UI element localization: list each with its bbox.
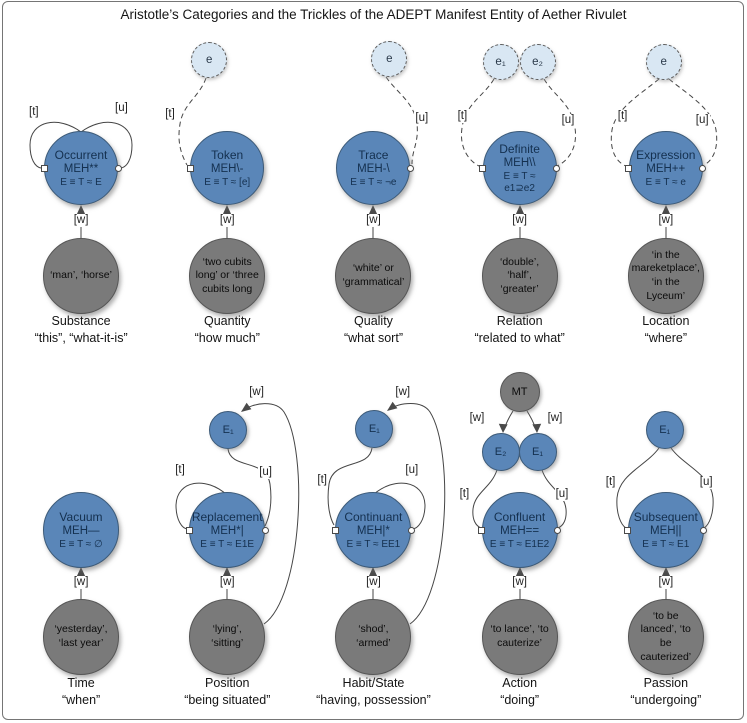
trickle-node <box>190 131 264 205</box>
t-port-square <box>478 527 485 534</box>
category-label <box>438 676 602 707</box>
w-curve-arrowhead <box>241 403 251 412</box>
category-name: Substance <box>51 314 111 328</box>
category-cell-quantity <box>154 38 300 362</box>
edge-label-u: [u] <box>415 112 429 124</box>
entity-node-E1 <box>646 411 684 449</box>
mt-node <box>500 372 540 412</box>
category-grid <box>8 38 739 723</box>
w-curve-arrowhead <box>387 402 397 411</box>
category-gloss: “how much” <box>194 331 260 345</box>
edge-label-u: [u] <box>695 114 709 126</box>
edge-label-u: [u] <box>561 114 575 126</box>
category-gloss: “where” <box>644 331 688 345</box>
category-label <box>145 676 309 707</box>
edge-label-t: [t] <box>459 488 470 500</box>
row-top <box>8 38 739 362</box>
u-port-circle <box>115 165 122 172</box>
edge-label-t: [t] <box>617 110 628 122</box>
edge-label-w: [w] <box>73 576 89 588</box>
edge-label-w-left: [w] <box>469 412 485 424</box>
w-arrowhead-left <box>498 424 507 433</box>
entity-label: e <box>205 54 213 66</box>
t-port-square <box>625 165 632 172</box>
entity-label: e <box>386 53 393 65</box>
trickle-node <box>43 492 119 568</box>
trickle-meh: MEH|* <box>356 524 390 537</box>
u-port-circle <box>699 165 706 172</box>
trickle-node <box>629 131 703 205</box>
u-port-circle <box>553 165 560 172</box>
entity-node-e2 <box>520 44 556 80</box>
entity-node-E1 <box>519 433 557 471</box>
category-label <box>145 314 309 345</box>
category-cell-action <box>447 362 593 723</box>
examples-node <box>628 599 704 675</box>
trickle-node <box>44 131 118 205</box>
entity-node-e1 <box>483 44 519 80</box>
examples-text: ‘double’, ‘half’, ‘greater’ <box>500 255 540 295</box>
trickle-meh: MEH++ <box>646 162 686 175</box>
examples-text: ‘shod’, ‘armed’ <box>356 623 391 649</box>
trickle-node <box>336 131 410 205</box>
edge-label-w: [w] <box>658 576 674 588</box>
category-name: Action <box>502 676 538 690</box>
trickle-meh: MEH\\ <box>503 156 536 169</box>
trickle-node <box>482 492 558 568</box>
entity-label: E₁ <box>222 424 234 436</box>
entity-label: e <box>660 56 667 68</box>
trickle-formula: E ≡ T ≈ e <box>645 176 686 188</box>
category-label <box>584 314 747 345</box>
edge-label-u: [u] <box>115 102 128 114</box>
trickle-name: Replacement <box>191 509 263 524</box>
category-name: Relation <box>496 314 543 328</box>
category-gloss: “undergoing” <box>630 693 702 707</box>
trickle-node <box>335 492 411 568</box>
examples-node <box>482 238 558 314</box>
category-cell-quality <box>300 38 446 362</box>
entity-label: E₁ <box>659 424 671 436</box>
edge-label-w: [w] <box>366 214 381 226</box>
examples-node <box>335 599 411 675</box>
category-gloss: “this”, “what-it-is” <box>34 331 128 345</box>
examples-text: ‘lying’, ‘sitting’ <box>211 623 244 649</box>
examples-text: ‘man’, ‘horse’ <box>50 269 112 282</box>
examples-text: ‘yesterday’, ‘last year’ <box>54 623 108 649</box>
edge-label-w: [w] <box>219 214 235 226</box>
examples-node <box>43 599 119 675</box>
edge-label-w: [w] <box>219 576 235 588</box>
trickle-name: Definite <box>499 141 540 156</box>
entity-label: E₂ <box>494 446 507 458</box>
trickle-name: Token <box>211 147 244 162</box>
edge-label-t: [t] <box>605 476 616 488</box>
category-label <box>438 314 602 345</box>
category-cell-substance <box>8 38 154 362</box>
mt-label: MT <box>511 386 528 398</box>
entity-label: e₂ <box>532 56 543 68</box>
edge-label-t: [t] <box>175 464 185 476</box>
category-cell-position <box>154 362 300 723</box>
edge-label-u: [u] <box>555 488 569 500</box>
trickle-name: Confluent <box>493 509 546 524</box>
category-label <box>0 314 163 345</box>
row-bottom <box>8 362 739 723</box>
edge-label-t: [t] <box>29 106 39 118</box>
edge-label-u: [u] <box>405 464 419 476</box>
edge-label-w: [w] <box>658 214 674 226</box>
examples-text: ‘to be lanced’, ‘to be cauterized’ <box>640 609 692 663</box>
examples-text: ‘white’ or ‘grammatical’ <box>342 262 405 288</box>
trickle-formula: E ≡ T ≈ [e] <box>204 176 251 188</box>
trickle-name: Occurrent <box>54 147 108 162</box>
category-name: Location <box>642 314 690 328</box>
category-gloss: “doing” <box>500 693 540 707</box>
trickle-meh: MEH— <box>62 524 100 537</box>
examples-node <box>482 599 558 675</box>
category-cell-passion <box>593 362 739 723</box>
trickle-formula: E ≡ T ≈ E <box>60 176 102 188</box>
edge-label-w-top: [w] <box>395 386 411 398</box>
edge-label-w: [w] <box>73 214 89 226</box>
entity-label: E₁ <box>368 423 380 435</box>
t-port-square <box>187 165 194 172</box>
category-label <box>584 676 747 707</box>
examples-text: ‘two cubits long’ or ‘three cubits long <box>195 255 259 295</box>
edge-label-w-right: [w] <box>547 412 563 424</box>
trickle-meh: MEH\- <box>210 162 244 175</box>
t-port-square <box>41 165 48 172</box>
category-gloss: “what sort” <box>343 331 403 345</box>
u-port-circle <box>554 527 561 534</box>
u-port-circle <box>407 165 414 172</box>
u-port-circle <box>262 527 269 534</box>
edge-label-t: [t] <box>317 474 327 486</box>
trickle-node <box>483 131 557 205</box>
trickle-name: Vacuum <box>59 509 103 524</box>
category-label <box>0 676 163 707</box>
trickle-formula: E ≡ T ≈ E1E2 <box>489 538 550 550</box>
category-cell-location <box>593 38 739 362</box>
trickle-formula: E ≡ T ≈ ¬e <box>350 176 397 188</box>
category-name: Quantity <box>204 314 251 328</box>
category-cell-habit-state <box>300 362 446 723</box>
edge-label-t: [t] <box>457 110 468 122</box>
examples-text: ‘to lance’, ‘to cauterize’ <box>490 623 549 649</box>
examples-node <box>628 238 704 314</box>
edge-label-u: [u] <box>259 466 272 478</box>
trickle-name: Expression <box>636 147 696 162</box>
category-name: Passion <box>643 676 689 690</box>
category-name: Quality <box>354 314 393 328</box>
trickle-formula: E ≡ T ≈ E1E <box>200 538 255 550</box>
entity-node-E2 <box>482 433 520 471</box>
trickle-meh: MEH-\ <box>357 162 390 175</box>
t-port-square <box>479 165 486 172</box>
trickle-name: Continuant <box>344 509 403 524</box>
u-port-circle <box>408 527 415 534</box>
u-port-circle <box>700 527 707 534</box>
edge-label-w-top: [w] <box>249 386 264 398</box>
trickle-node <box>628 492 704 568</box>
edge-label-t: [t] <box>165 108 175 120</box>
trickle-formula: E ≡ T ≈ EE1 <box>346 538 401 550</box>
category-gloss: “having, possession” <box>316 693 431 707</box>
entity-label: E₁ <box>532 446 544 458</box>
trickle-name: Subsequent <box>633 509 698 524</box>
entity-node <box>646 44 682 80</box>
trickle-node <box>189 492 265 568</box>
category-name: Habit/State <box>342 676 405 690</box>
trickle-formula: E ≡ T ≈ e1⊇e2 <box>503 170 536 194</box>
examples-node <box>189 599 265 675</box>
entity-node <box>191 42 227 78</box>
category-label <box>291 314 455 345</box>
edge-label-w: [w] <box>366 576 381 588</box>
edge-label-w: [w] <box>512 576 528 588</box>
trickle-meh: MEH|| <box>649 524 682 537</box>
trickle-formula: E ≡ T ≈ ∅ <box>59 538 103 550</box>
t-port-square <box>332 527 339 534</box>
category-gloss: “being situated” <box>184 693 271 707</box>
examples-node <box>189 238 265 314</box>
edge-label-w: [w] <box>512 214 528 226</box>
edge-label-u: [u] <box>699 476 713 488</box>
entity-label: e₁ <box>495 56 506 68</box>
examples-node <box>43 238 119 314</box>
examples-node <box>335 238 411 314</box>
entity-node-E1 <box>209 411 247 449</box>
diagram-title: Aristotle’s Categories and the Trickles of the ADEPT Manifest Entity of Aether Rivulet <box>120 7 627 22</box>
trickle-meh: MEH*| <box>210 524 244 537</box>
category-gloss: “related to what” <box>474 331 565 345</box>
trickle-formula: E ≡ T ≈ E1 <box>642 538 690 550</box>
category-cell-relation <box>447 38 593 362</box>
category-cell-time <box>8 362 154 723</box>
w-arrowhead-right <box>532 424 541 433</box>
trickle-meh: MEH== <box>500 524 540 537</box>
t-port-square <box>186 527 193 534</box>
category-label <box>291 676 455 707</box>
trickle-name: Trace <box>358 147 389 162</box>
category-gloss: “when” <box>61 693 101 707</box>
category-name: Time <box>67 676 95 690</box>
t-port-square <box>624 527 631 534</box>
examples-text: ‘in the mareketplace’, ‘in the Lyceum’ <box>631 248 700 302</box>
trickle-meh: MEH** <box>63 162 99 175</box>
category-name: Position <box>205 676 250 690</box>
